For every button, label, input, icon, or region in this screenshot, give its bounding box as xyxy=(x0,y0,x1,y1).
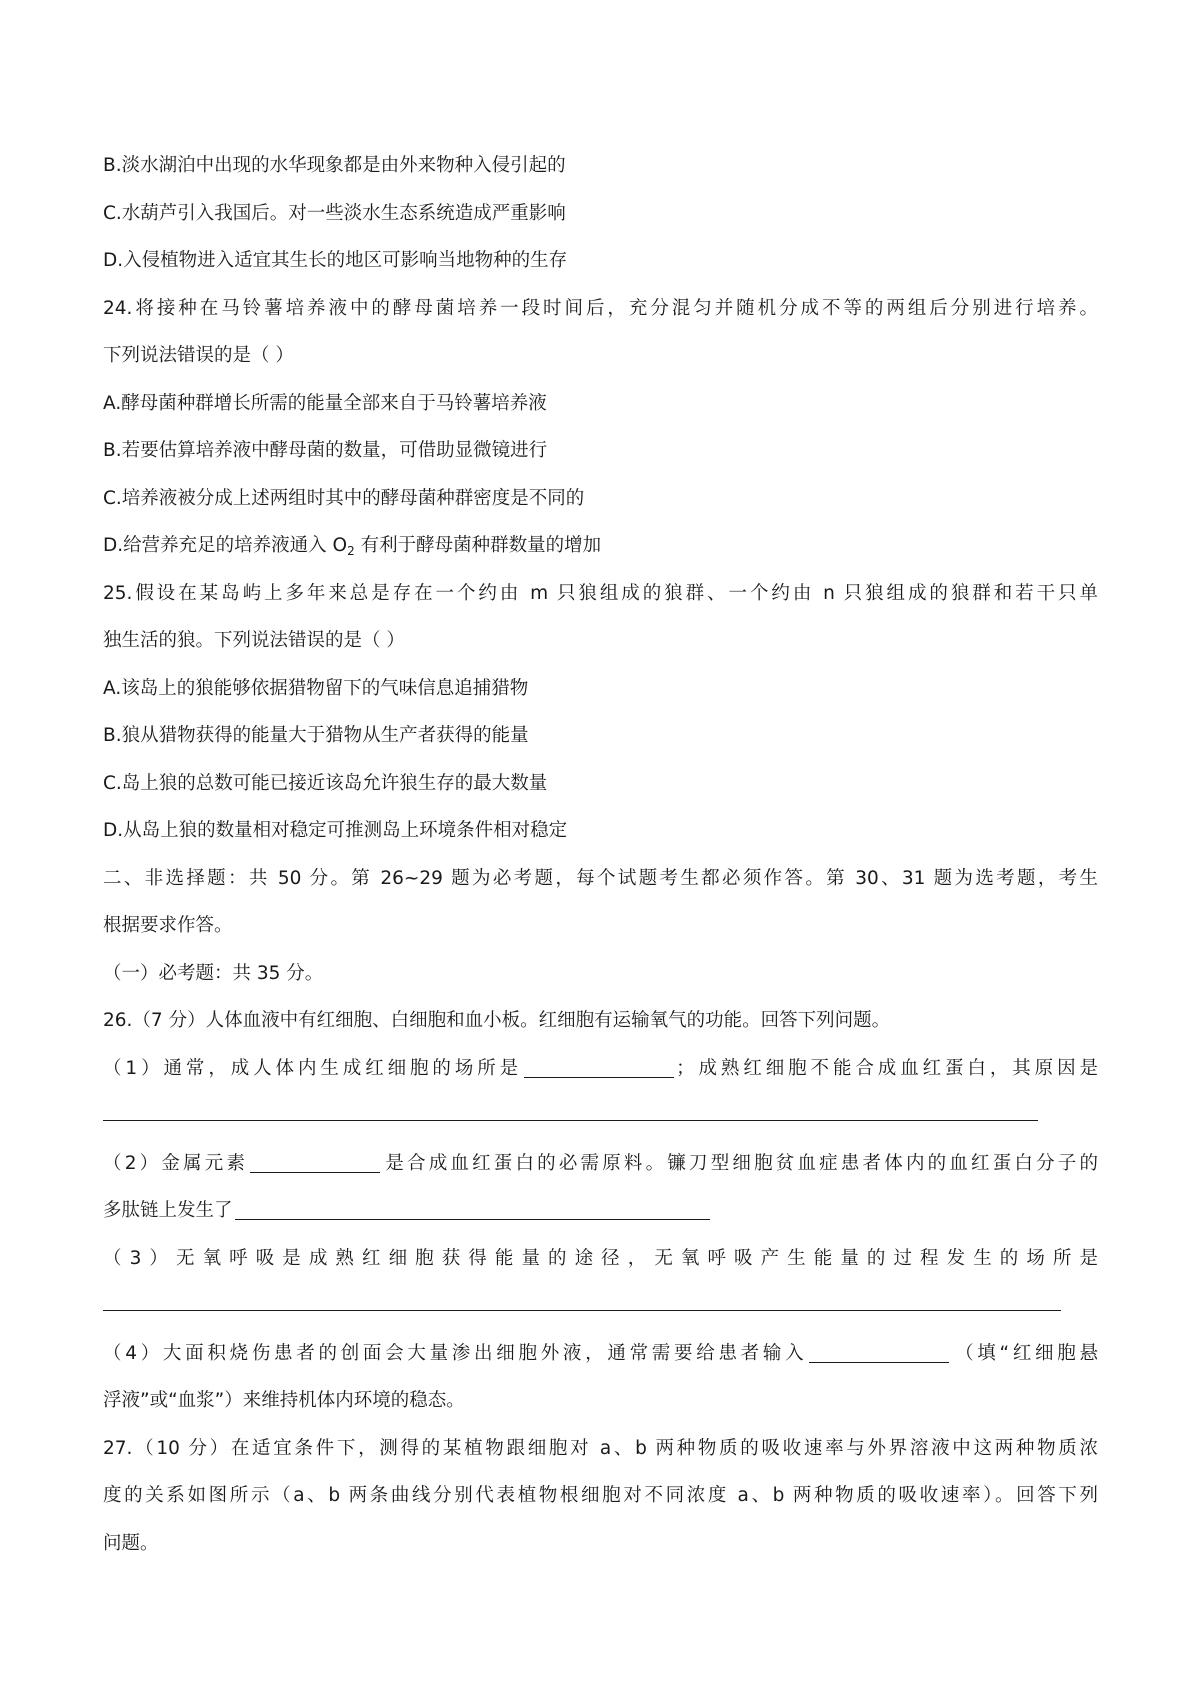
q25-option-d: D.从岛上狼的数量相对稳定可推测岛上环境条件相对稳定 xyxy=(103,820,568,841)
q25-option-c: C.岛上狼的总数可能已接近该岛允许狼生存的最大数量 xyxy=(103,772,548,794)
section2-intro-line2: 根据要求作答。 xyxy=(103,915,233,936)
q27-stem-line2: 度的关系如图所示（a、b 两条曲线分别代表植物根细胞对不同浓度 a、b 两种物质的吸收速率）。回答下列 xyxy=(103,1485,1098,1506)
q24-stem-line1: 24.将接种在马铃薯培养液中的酵母菌培养一段时间后，充分混匀并随机分成不等的两组后分别进行培养。 xyxy=(103,297,1098,319)
q26-part2-text-end: 是合成血红蛋白的必需原料。镰刀型细胞贫血症患者体内的血红蛋白分子的 xyxy=(382,1152,1098,1174)
q27-stem-line1: 27.（10 分）在适宜条件下，测得的某植物跟细胞对 a、b 两种物质的吸收速率与外界溶液中这两种物质浓 xyxy=(103,1437,1098,1459)
q24-option-c: C.培养液被分成上述两组时其中的酵母菌种群密度是不同的 xyxy=(103,487,585,509)
answer-blank[interactable] xyxy=(103,1120,1038,1121)
q26-stem: 26.（7 分）人体血液中有红细胞、白细胞和血小板。红细胞有运输氧气的功能。回答下列问题。 xyxy=(103,1010,891,1031)
q25-stem-line2: 独生活的狼。下列说法错误的是（ ） xyxy=(103,630,405,651)
q25-option-b: B.狼从猎物获得的能量大于猎物从生产者获得的能量 xyxy=(103,725,529,746)
q26-part2 xyxy=(103,1140,1098,1188)
q26-part3: （3）无氧呼吸是成熟红细胞获得能量的途径，无氧呼吸产生能量的过程发生的场所是 xyxy=(103,1247,1098,1269)
q26-part2-line2-text: 多肽链上发生了 xyxy=(103,1200,233,1221)
section2-intro-line1: 二、非选择题：共 50 分。第 26~29 题为必考题，每个试题考生都必须作答。第 30、31 题为选考题，考生 xyxy=(103,867,1098,889)
q26-part4-line2: 浮液”或“血浆”）来维持机体内环境的稳态。 xyxy=(103,1390,465,1411)
q24-option-d-text-end: 有利于酵母菌种群数量的增加 xyxy=(354,535,602,556)
q24-option-d-text: D.给营养充足的培养液通入 O xyxy=(103,535,348,556)
section2-subheading: （一）必考题：共 35 分。 xyxy=(103,962,324,984)
q26-part3-answer-line xyxy=(103,1282,1098,1330)
q26-part1-text: （1）通常，成人体内生成红细胞的场所是 xyxy=(103,1057,523,1079)
answer-blank[interactable] xyxy=(524,1055,674,1078)
answer-blank[interactable] xyxy=(103,1310,1061,1311)
oxygen-subscript: 2 xyxy=(347,544,355,558)
q24-stem-line2: 下列说法错误的是（ ） xyxy=(103,345,294,366)
q26-part4-text-end: （填“红细胞悬 xyxy=(951,1342,1098,1364)
q24-option-b: B.若要估算培养液中酵母菌的数量，可借助显微镜进行 xyxy=(103,440,548,461)
q26-part1-text-end: ；成熟红细胞不能合成血红蛋白，其原因是 xyxy=(676,1057,1098,1079)
answer-blank[interactable] xyxy=(809,1340,949,1363)
q26-part2-line2 xyxy=(103,1187,1098,1235)
answer-blank[interactable] xyxy=(235,1197,710,1220)
q24-option-a: A.酵母菌种群增长所需的能量全部来自于马铃薯培养液 xyxy=(103,392,547,414)
q26-part4 xyxy=(103,1330,1098,1378)
answer-blank[interactable] xyxy=(250,1150,380,1173)
q27-stem-line3: 问题。 xyxy=(103,1532,159,1554)
q23-option-c: C.水葫芦引入我国后。对一些淡水生态系统造成严重影响 xyxy=(103,202,566,224)
q23-option-b: B.淡水湖泊中出现的水华现象都是由外来物种入侵引起的 xyxy=(103,155,566,176)
q25-stem-line1: 25.假设在某岛屿上多年来总是存在一个约由 m 只狼组成的狼群、一个约由 n 只狼组成的狼群和若干只单 xyxy=(103,582,1098,604)
q26-part1-answer-line xyxy=(103,1092,1098,1140)
q25-option-a: A.该岛上的狼能够依据猎物留下的气味信息追捕猎物 xyxy=(103,677,529,699)
q24-option-d xyxy=(103,522,1098,570)
q23-option-d: D.入侵植物进入适宜其生长的地区可影响当地物种的生存 xyxy=(103,250,568,271)
exam-page xyxy=(103,142,1098,1567)
q26-part1 xyxy=(103,1045,1098,1093)
q26-part2-text: （2）金属元素 xyxy=(103,1152,249,1174)
q26-part4-text: （4）大面积烧伤患者的创面会大量渗出细胞外液，通常需要给患者输入 xyxy=(103,1342,808,1364)
